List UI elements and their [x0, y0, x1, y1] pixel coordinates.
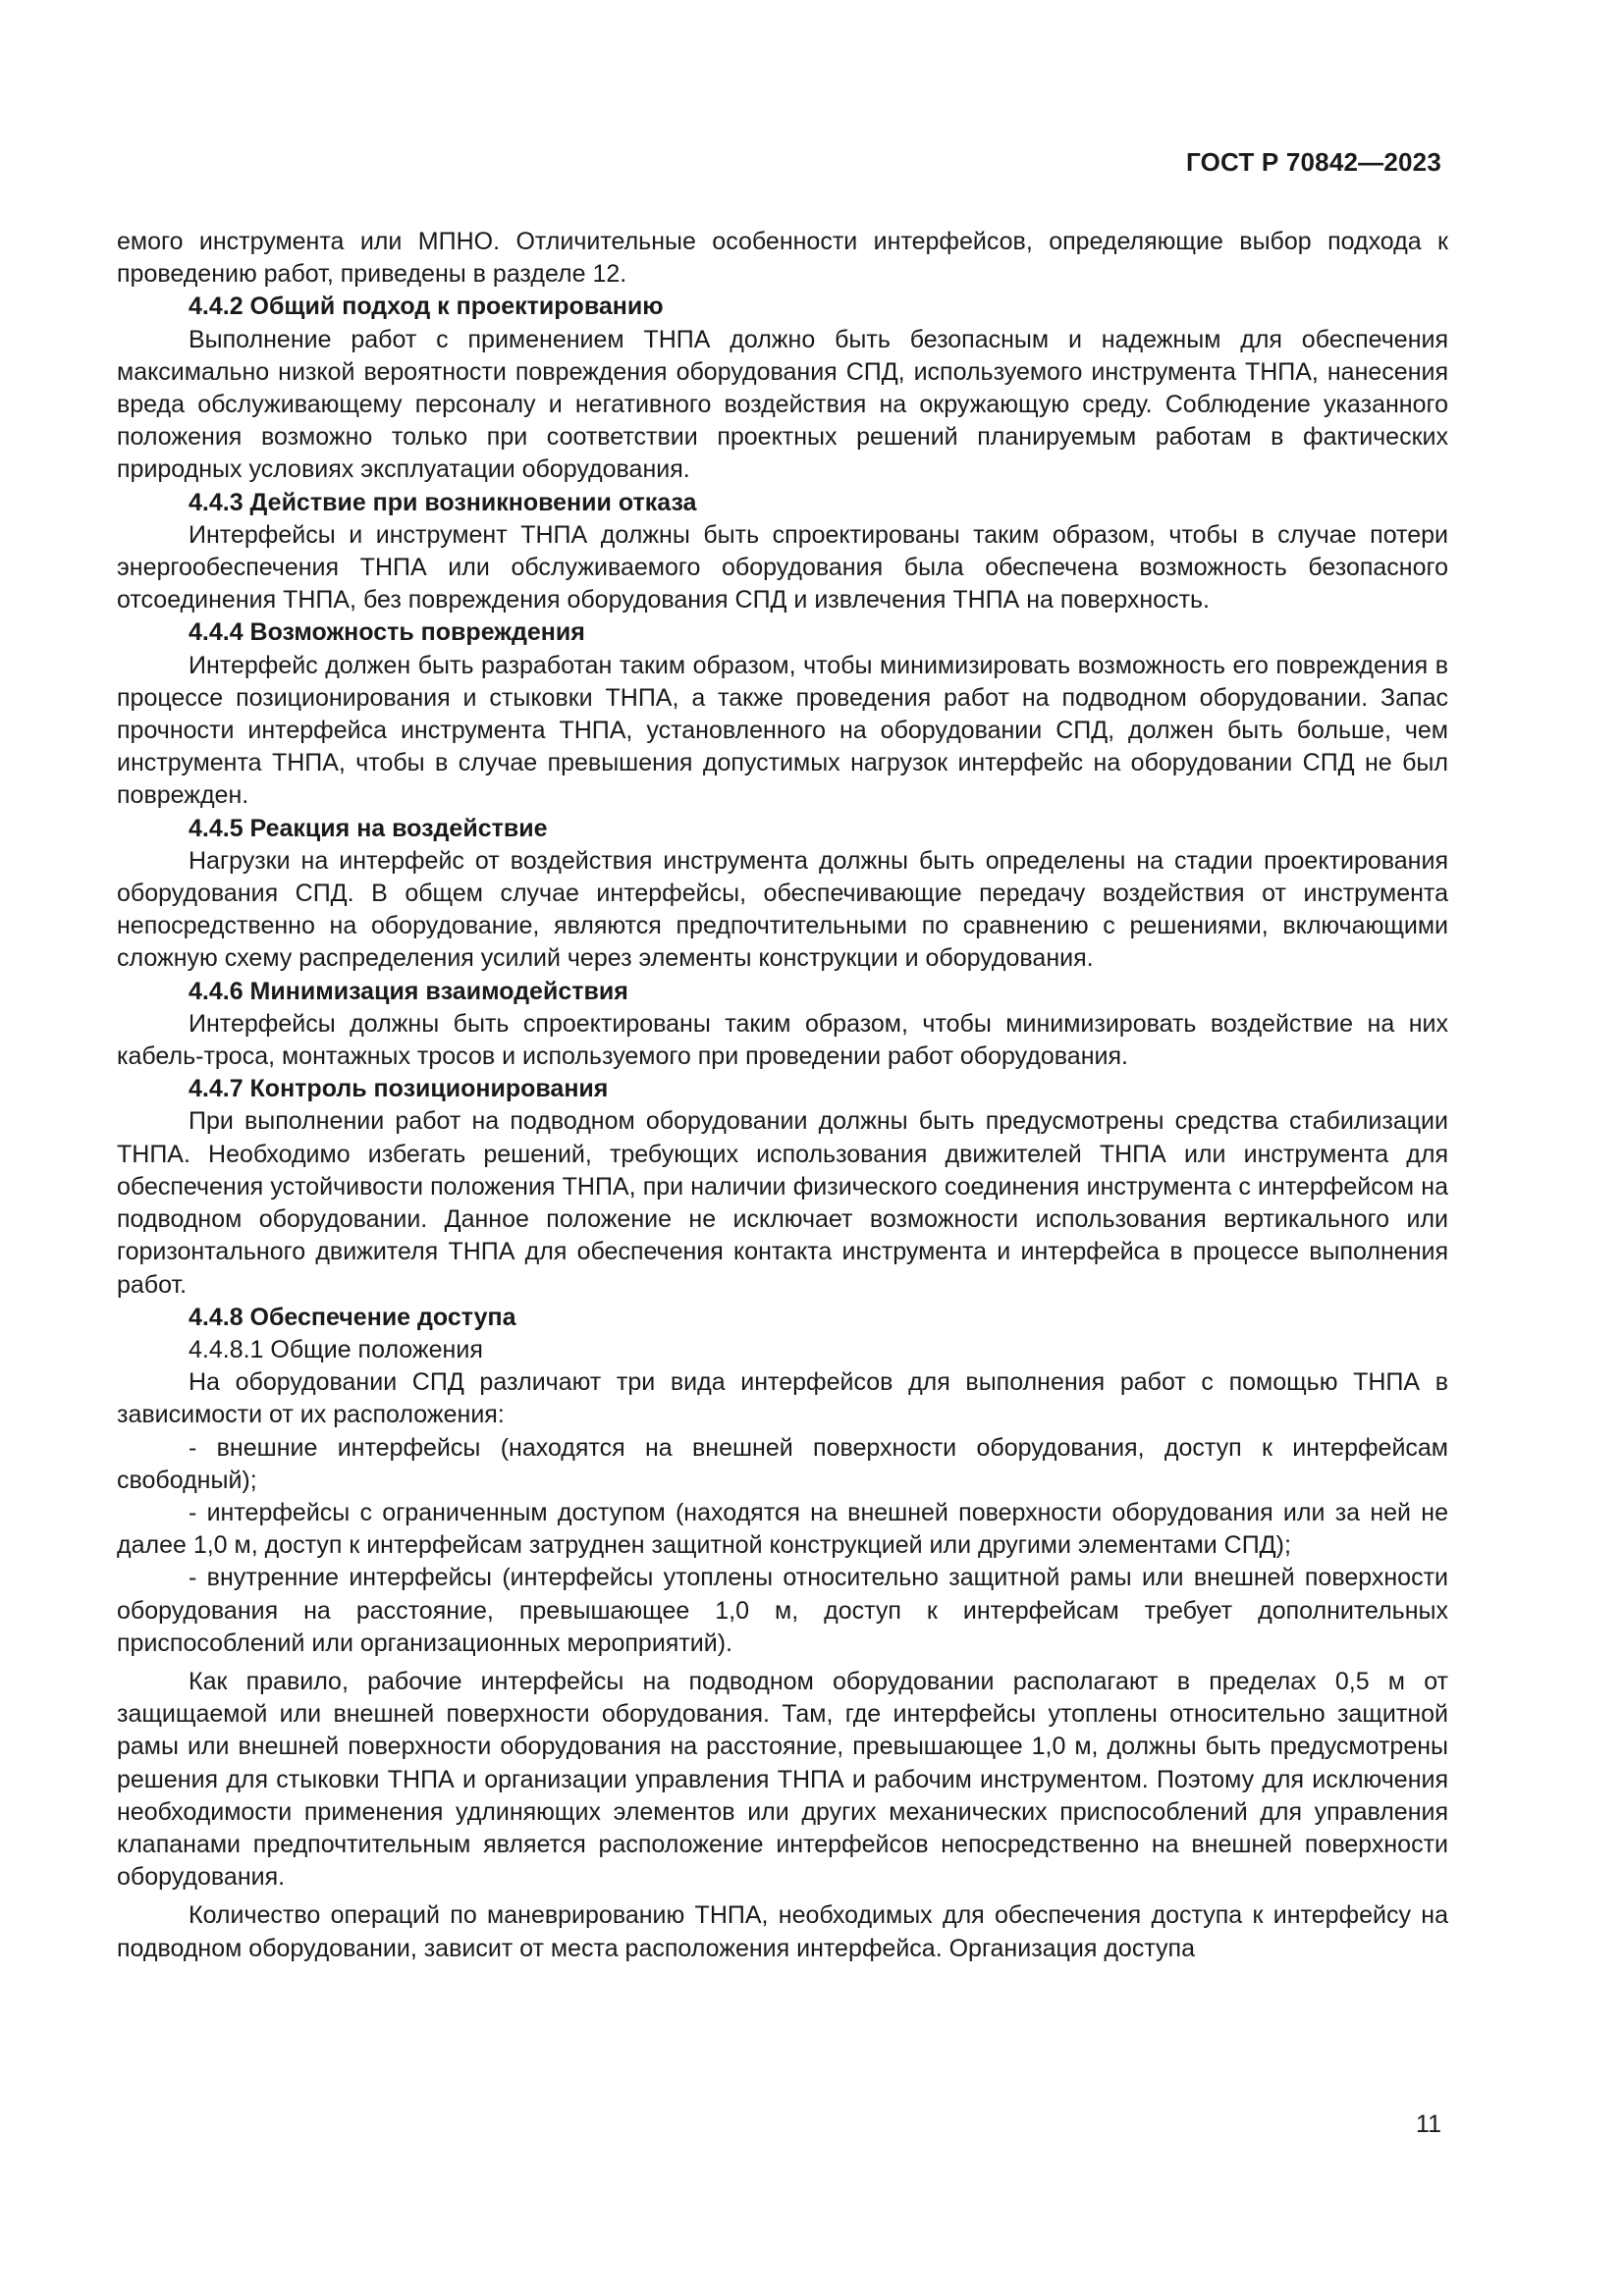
- paragraph: Количество операций по маневрированию ТНПА, необходимых для обеспечения доступа к интерфейсу на подводном оборудовании, зависит от места расположения интерфейса. Организация доступа: [117, 1901, 1448, 1962]
- paragraph: Нагрузки на интерфейс от воздействия инструмента должны быть определены на стадии проектирования оборудования СПД. В общем случае интерфейсы, обеспечивающие передачу воздействия от инструмента непосредственно на оборудование, являются предпочтительными по сравнению с решениями, включающими сложную схему распределения усилий через элементы конструкции и оборудования.: [117, 846, 1448, 973]
- paragraph: 4.4.8.1 Общие положения: [189, 1335, 483, 1363]
- paragraph: Интерфейс должен быть разработан таким образом, чтобы минимизировать возможность его повреждения в процессе позиционирования и стыковки ТНПА, а также проведения работ на подводном оборудовании. Запас прочности интерфейса инструмента ТНПА, установленного на оборудовании СПД, должен быть больше, чем инструмента ТНПА, чтобы в случае превышения допустимых нагрузок интерфейс на оборудовании СПД не был поврежден.: [117, 651, 1448, 810]
- section-heading: 4.4.7 Контроль позиционирования: [189, 1075, 609, 1103]
- page-number: 11: [1416, 2110, 1441, 2138]
- section-heading: 4.4.8 Обеспечение доступа: [189, 1303, 516, 1331]
- section-heading: 4.4.2 Общий подход к проектированию: [189, 293, 664, 321]
- paragraph: - внешние интерфейсы (находятся на внешней поверхности оборудования, доступ к интерфейсам свободный);: [117, 1433, 1448, 1494]
- paragraph: Интерфейсы должны быть спроектированы таким образом, чтобы минимизировать воздействие на них кабель-троса, монтажных тросов и используемого при проведении работ оборудования.: [117, 1009, 1448, 1071]
- paragraph: Как правило, рабочие интерфейсы на подводном оборудовании располагают в пределах 0,5 м от защищаемой или внешней поверхности оборудования. Там, где интерфейсы утоплены относительно защитной рамы или внешней поверхности оборудования на расстояние, превышающее 1,0 м, должны быть предусмотрены решения для стыковки ТНПА и организации управления ТНПА и рабочим инструментом. Поэтому для исключения необходимости применения удлиняющих элементов или других механических приспособлений для управления клапанами предпочтительным является расположение интерфейсов непосредственно на внешней поверхности оборудования.: [117, 1667, 1448, 1892]
- document-body: [117, 226, 1448, 1965]
- section-heading: 4.4.6 Минимизация взаимодействия: [189, 977, 628, 1005]
- section-heading: 4.4.5 Реакция на воздействие: [189, 814, 548, 842]
- document-header: ГОСТ Р 70842—2023: [1186, 147, 1441, 177]
- section-heading: 4.4.3 Действие при возникновении отказа: [189, 488, 697, 516]
- paragraph: емого инструмента или МПНО. Отличительные особенности интерфейсов, определяющие выбор подхода к проведению работ, приведены в разделе 12.: [117, 228, 1448, 289]
- paragraph: - внутренние интерфейсы (интерфейсы утоплены относительно защитной рамы или внешней поверхности оборудования на расстояние, превышающее 1,0 м, доступ к интерфейсам требует дополнительных приспособлений или организационных мероприятий).: [117, 1564, 1448, 1657]
- paragraph: При выполнении работ на подводном оборудовании должны быть предусмотрены средства стабилизации ТНПА. Необходимо избегать решений, требующих использования движителей ТНПА или инструмента для обеспечения устойчивости положения ТНПА, при наличии физического соединения инструмента с интерфейсом на подводном оборудовании. Данное положение не исключает возможности использования вертикального или горизонтального движителя ТНПА для обеспечения контакта инструмента и интерфейса в процессе выполнения работ.: [117, 1107, 1448, 1299]
- paragraph: Выполнение работ с применением ТНПА должно быть безопасным и надежным для обеспечения максимально низкой вероятности повреждения оборудования СПД, используемого инструмента ТНПА, нанесения вреда обслуживающему персоналу и негативного воздействия на окружающую среду. Соблюдение указанного положения возможно только при соответствии проектных решений планируемым работам в фактических природных условиях эксплуатации оборудования.: [117, 325, 1448, 484]
- section-heading: 4.4.4 Возможность повреждения: [189, 618, 585, 647]
- paragraph: На оборудовании СПД различают три вида интерфейсов для выполнения работ с помощью ТНПА в зависимости от их расположения:: [117, 1368, 1448, 1429]
- paragraph: - интерфейсы с ограниченным доступом (находятся на внешней поверхности оборудования или за ней не далее 1,0 м, доступ к интерфейсам затруднен защитной конструкцией или другими элементами СПД);: [117, 1498, 1448, 1560]
- paragraph: Интерфейсы и инструмент ТНПА должны быть спроектированы таким образом, чтобы в случае потери энергообеспечения ТНПА или обслуживаемого оборудования была обеспечена возможность безопасного отсоединения ТНПА, без повреждения оборудования СПД и извлечения ТНПА на поверхность.: [117, 520, 1448, 614]
